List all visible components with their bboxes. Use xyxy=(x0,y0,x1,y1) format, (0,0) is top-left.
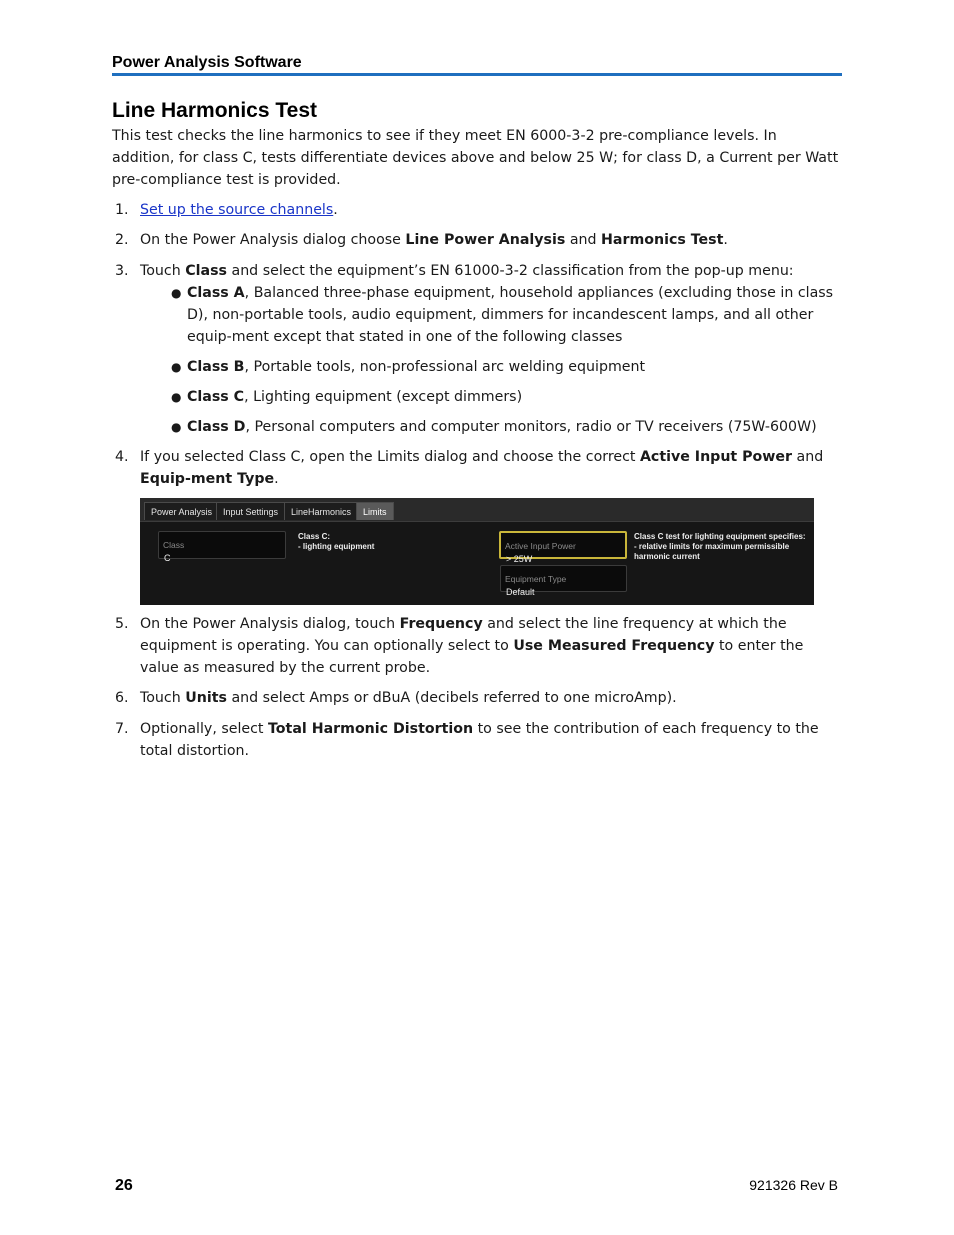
bold-term: Total Harmonic Distortion xyxy=(268,721,474,737)
step-1: 1. Set up the source channels. xyxy=(112,199,842,221)
bullet-icon: ● xyxy=(171,286,182,300)
class-field[interactable]: Class C xyxy=(158,531,286,559)
section-title: Line Harmonics Test xyxy=(112,99,317,122)
step-4: 4. If you selected Class C, open the Limits dialog and choose the correct Active Input Power and Equip-ment Type. xyxy=(112,446,842,490)
step-5: 5. On the Power Analysis dialog, touch Frequency and select the line frequency at which the equipment is operating. You can optionally select to Use Measured Frequency to enter the value as measured by the current probe. xyxy=(112,613,842,679)
intro-paragraph: This test checks the line harmonics to see if they meet EN 6000-3-2 pre-compliance levels. In addition, for class C, tests differentiate devices above and below 25 W; for class D, a Current per Watt pre-compliance test is provided. xyxy=(112,128,839,188)
bullet-icon: ● xyxy=(171,390,182,404)
bold-term: Harmonics Test xyxy=(601,232,724,248)
step-number: 4. xyxy=(115,449,129,465)
tab-limits[interactable]: Limits xyxy=(356,502,394,520)
equipment-type-field[interactable]: Equipment Type Default xyxy=(500,565,627,592)
limits-note: Class C test for lighting equipment specifies: - relative limits for maximum permissible harmonic current xyxy=(634,532,806,561)
step-number: 7. xyxy=(115,721,129,737)
steps-list xyxy=(112,199,842,762)
step-number: 6. xyxy=(115,690,129,706)
step-6: 6. Touch Units and select Amps or dBuA (decibels referred to one microAmp). xyxy=(112,687,842,709)
bold-term: Class xyxy=(185,263,227,279)
bold-term: Units xyxy=(185,690,227,706)
class-item-d: ● Class D, Personal computers and computer monitors, radio or TV receivers (75W-600W) xyxy=(187,416,842,438)
document-id: 921326 Rev B xyxy=(749,1177,838,1193)
document-body xyxy=(112,125,842,762)
class-list xyxy=(140,282,842,438)
bold-term: Use Measured Frequency xyxy=(513,638,715,654)
bold-term: Equip-ment Type xyxy=(140,471,275,487)
bullet-icon: ● xyxy=(171,420,182,434)
setup-channels-link[interactable]: Set up the source channels xyxy=(140,202,334,218)
step-number: 2. xyxy=(115,232,129,248)
bold-term: Active Input Power xyxy=(639,449,793,465)
step-2: 2. On the Power Analysis dialog choose Line Power Analysis and Harmonics Test. xyxy=(112,229,842,251)
tab-bar xyxy=(140,498,814,522)
class-c-note: Class C: - lighting equipment xyxy=(298,532,375,551)
running-header: Power Analysis Software xyxy=(112,54,302,71)
class-item-b: ● Class B, Portable tools, non-professional arc welding equipment xyxy=(187,356,842,378)
class-item-c: ● Class C, Lighting equipment (except dimmers) xyxy=(187,386,842,408)
tab-input-settings[interactable]: Input Settings xyxy=(216,502,285,520)
step-number: 5. xyxy=(115,616,129,632)
step-3: 3. Touch Class and select the equipment’s EN 61000-3-2 classification from the pop-up menu: ● Class A, Balanced three-phase equipment, household appliances (excluding those in class D), non-portable tools, audio equipment, dimmers for incandescent lamps, and all other equip-ment except that stated in one of the following classes ● Class B, Portable tools, non-professional arc welding equipment ● Class C, Lighting equipment (except dimmers) ● Class D, Personal computers and computer monitors, radio or TV receivers (75W-600W) xyxy=(112,260,842,438)
bold-term: Frequency xyxy=(399,616,483,632)
class-item-a: ● Class A, Balanced three-phase equipment, household appliances (excluding those in class D), non-portable tools, audio equipment, dimmers for incandescent lamps, and all other equip-ment except that stated in one of the following classes xyxy=(187,282,842,348)
step-number: 3. xyxy=(115,263,129,279)
step-7: 7. Optionally, select Total Harmonic Distortion to see the contribution of each frequency to the total distortion. xyxy=(112,718,842,762)
tab-power-analysis[interactable]: Power Analysis xyxy=(144,502,219,520)
bold-term: Line Power Analysis xyxy=(405,232,566,248)
tab-lineharmonics[interactable]: LineHarmonics xyxy=(284,502,358,520)
page-number: 26 xyxy=(115,1177,133,1194)
bullet-icon: ● xyxy=(171,360,182,374)
header-rule xyxy=(112,73,842,76)
limits-dialog-screenshot xyxy=(140,498,814,605)
step-number: 1. xyxy=(115,202,129,218)
active-input-power-field[interactable]: Active Input Power > 25W xyxy=(499,531,627,559)
